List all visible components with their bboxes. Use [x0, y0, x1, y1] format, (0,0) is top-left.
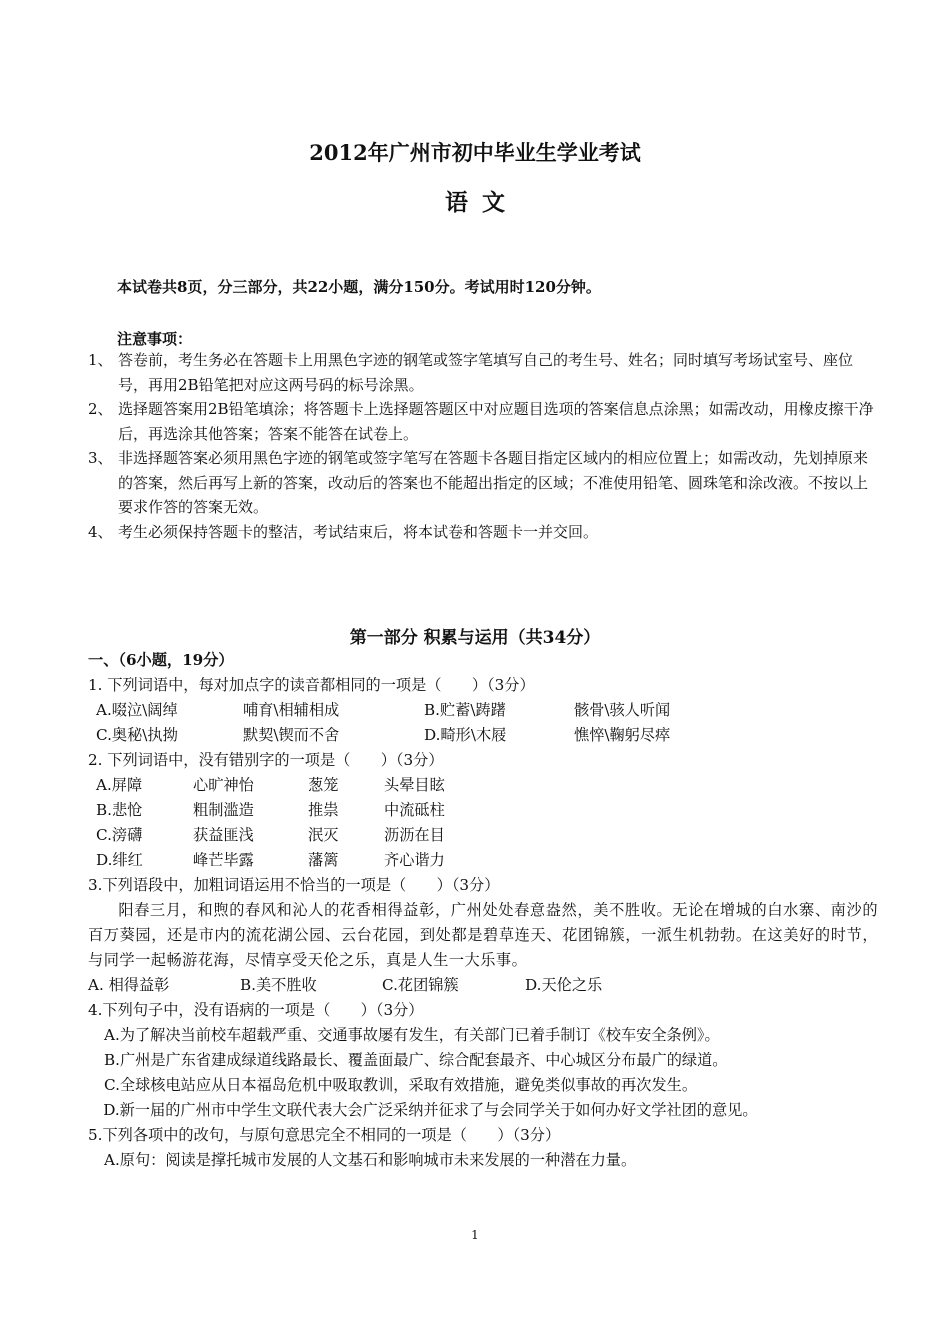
- option-cell: 沥沥在目: [384, 826, 445, 844]
- option-cell: B.悲怆: [96, 801, 143, 819]
- part-one-content: [88, 648, 878, 1173]
- option-c2: 默契\锲而不舍: [243, 726, 340, 744]
- note-text: 答卷前，考生务必在答题卡上用黑色字迹的钢笔或签字笔填写自己的考生号、姓名；同时填写考场试室号、座位号，再用2B铅笔把对应这两号码的标号涂黑。: [118, 351, 854, 394]
- note-item: [88, 446, 878, 520]
- option-a2: 哺育\相辅相成: [243, 701, 340, 719]
- option-d1: D.畸形\木屐: [424, 726, 507, 744]
- question-3-passage: 阳春三月，和煦的春风和沁人的花香相得益彰，广州处处春意盎然，美不胜收。无论在增城的白水寨、南沙的百万葵园，还是市内的流花湖公园、云台花园，到处都是碧草连天、花团锦簇，一派生机勃勃。在这美好的时节，与同学一起畅游花海，尽情享受天伦之乐，真是人生一大乐事。: [88, 901, 878, 969]
- question-2-option-row: [88, 798, 878, 823]
- note-text: 考生必须保持答题卡的整洁，考试结束后，将本试卷和答题卡一并交回。: [118, 522, 599, 541]
- option-b: B.美不胜收: [240, 976, 317, 994]
- note-number: 3、: [88, 449, 113, 467]
- part-one-title: 第一部分 积累与运用（共34分）: [349, 628, 601, 648]
- question-2-option-row: [88, 848, 878, 873]
- option-cell: 齐心谐力: [384, 851, 445, 869]
- option-c: C.花团锦簇: [382, 976, 459, 994]
- notes-list: [88, 348, 878, 544]
- option-cell: 头晕目眩: [384, 776, 445, 794]
- note-item: [88, 397, 878, 446]
- note-number: 2、: [88, 400, 113, 418]
- option-cell: 藩篱: [308, 851, 339, 869]
- note-item: [88, 520, 878, 545]
- note-item: [88, 348, 878, 397]
- question-3-options: [88, 973, 878, 998]
- page-number: 1: [471, 1228, 479, 1242]
- option-cell: 葱笼: [308, 776, 339, 794]
- note-number: 4、: [88, 522, 113, 541]
- option-cell: 峰芒毕露: [193, 851, 254, 869]
- option-cell: 获益匪浅: [193, 826, 254, 844]
- exam-title: 2012年广州市初中毕业生学业考试: [309, 140, 641, 165]
- question-1-options-ab: [88, 698, 878, 723]
- question-4-stem: 4.下列句子中，没有语病的一项是（ ）（3分）: [88, 1001, 424, 1019]
- option-cell: A.屏障: [96, 776, 143, 794]
- question-1-stem: 1. 下列词语中，每对加点字的读音都相同的一项是（ ）（3分）: [88, 676, 535, 694]
- option-a: A. 相得益彰: [88, 976, 170, 994]
- option-a: A.原句：阅读是撑托城市发展的人文基石和影响城市未来发展的一种潜在力量。: [104, 1151, 637, 1169]
- option-d: D.天伦之乐: [525, 976, 603, 994]
- option-cell: D.绯红: [96, 851, 143, 869]
- question-3-stem: 3.下列语段中，加粗词语运用不恰当的一项是（ ）（3分）: [88, 876, 500, 894]
- option-c: C.全球核电站应从日本福岛危机中吸取教训，采取有效措施，避免类似事故的再次发生。: [104, 1076, 698, 1094]
- note-text: 选择题答案用2B铅笔填涂；将答题卡上选择题答题区中对应题目选项的答案信息点涂黑；如需改动，用橡皮擦干净后，再选涂其他答案；答案不能答在试卷上。: [118, 400, 874, 443]
- question-2-stem: 2. 下列词语中，没有错别字的一项是（ ）（3分）: [88, 751, 444, 769]
- option-d2: 憔悴\鞠躬尽瘁: [574, 726, 671, 744]
- option-a: A.为了解决当前校车超载严重、交通事故屡有发生，有关部门已着手制订《校车安全条例》。: [104, 1026, 720, 1044]
- exam-summary: 本试卷共8页，分三部分，共22小题，满分150分。考试用时120分钟。: [117, 278, 601, 296]
- question-5-stem: 5.下列各项中的改句，与原句意思完全不相同的一项是（ ）（3分）: [88, 1126, 561, 1144]
- note-number: 1、: [88, 351, 113, 369]
- option-d: D.新一届的广州市中学生文联代表大会广泛采纳并征求了与会同学关于如何办好文学社团的意见。: [103, 1101, 758, 1119]
- option-cell: 推祟: [308, 801, 339, 819]
- option-b2: 骸骨\骇人听闻: [574, 701, 671, 719]
- option-cell: 粗制滥造: [193, 801, 254, 819]
- question-1-options-cd: [88, 723, 878, 748]
- option-b: B.广州是广东省建成绿道线路最长、覆盖面最广、综合配套最齐、中心城区分布最广的绿道。: [104, 1051, 728, 1069]
- option-cell: 泯灭: [308, 826, 339, 844]
- notes-heading: 注意事项：: [117, 330, 193, 348]
- section-heading: 一、（6小题，19分）: [88, 651, 234, 669]
- option-cell: 心旷神怡: [193, 776, 254, 794]
- question-2-option-row: [88, 773, 878, 798]
- question-2-option-row: [88, 823, 878, 848]
- option-cell: C.滂礴: [96, 826, 143, 844]
- option-cell: 中流砥柱: [384, 801, 445, 819]
- subject-title: 语文: [445, 189, 519, 216]
- option-c1: C.奥秘\执拗: [96, 726, 178, 744]
- note-text: 非选择题答案必须用黑色字迹的钢笔或签字笔写在答题卡各题目指定区域内的相应位置上；如需改动，先划掉原来的答案，然后再写上新的答案，改动后的答案也不能超出指定的区域；不准使用铅笔、圆珠笔和涂改液。不按以上要求作答的答案无效。: [118, 449, 869, 516]
- option-b1: B.贮蓄\踌躇: [424, 701, 506, 719]
- option-a1: A.啜泣\阔绰: [96, 701, 178, 719]
